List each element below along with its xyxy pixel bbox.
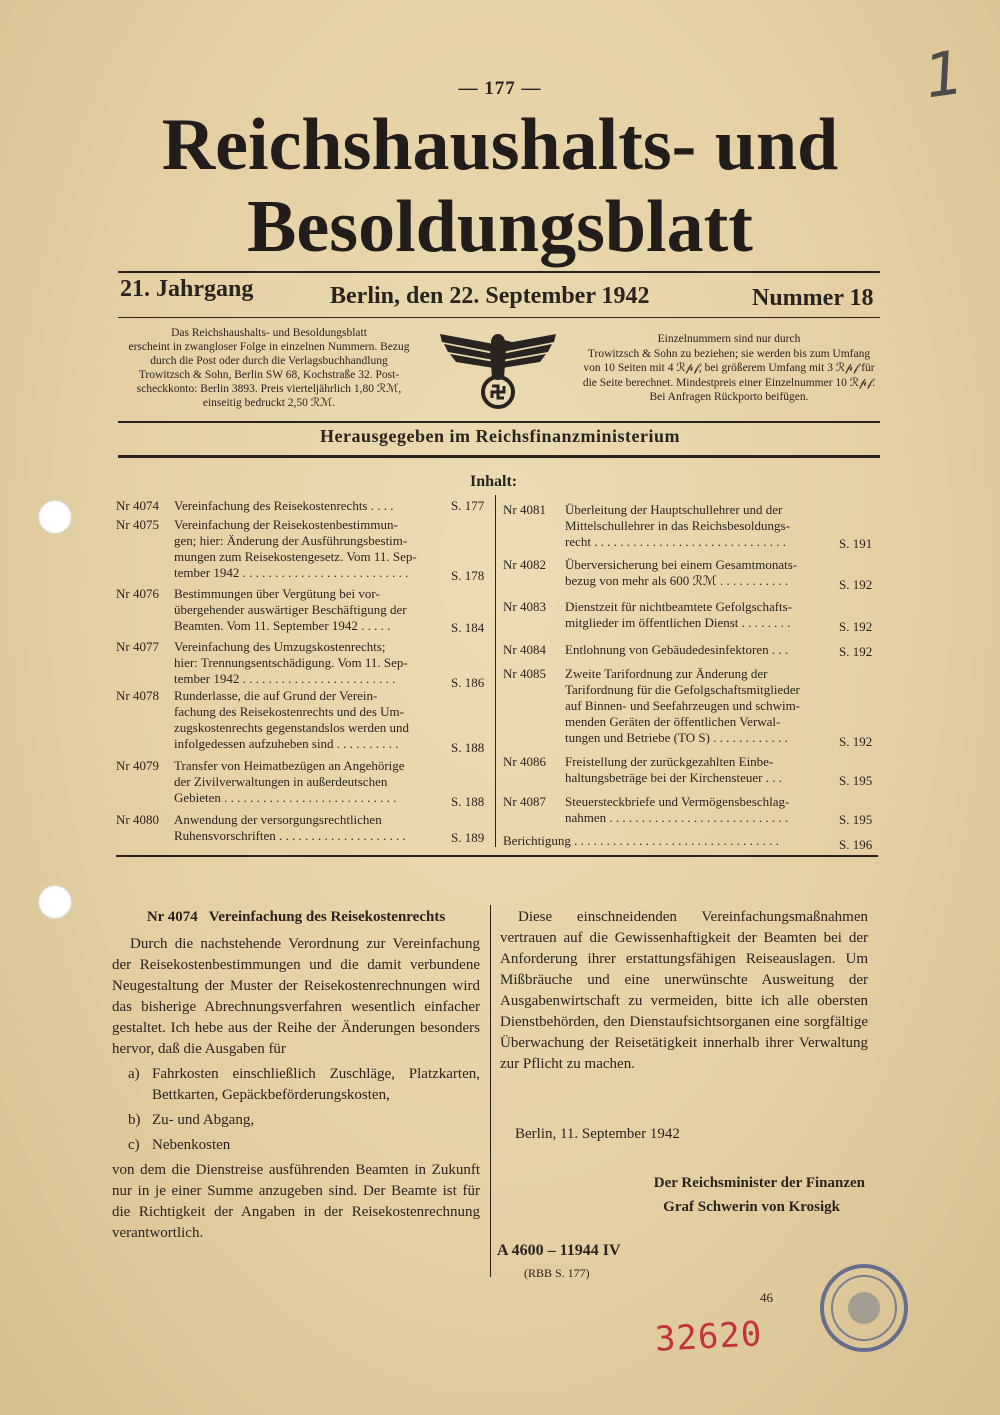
notice-line: Trowitzsch & Sohn, Berlin SW 68, Kochstraße 32. Post- [138, 369, 400, 381]
entry-page: S. 192 [839, 619, 873, 634]
entry-title: Runderlasse, die auf Grund der Verein- fachung des Reisekostenrechts und des Um- zugskostenrechts gegenstandslos werden und infolgedessen aufzuheben sind . . . . . . . . . . [174, 688, 410, 751]
reference-number: A 4600 – 11944 IV [497, 1242, 621, 1259]
entry-number: Nr 4076 [116, 586, 159, 601]
entry-page: S. 188 [451, 740, 485, 755]
masthead-title-line1: Reichshaushalts- und [161, 104, 839, 186]
notice-line: die Seite berechnet. Mindestpreis einer Einzelnummer 10 ℛ𝓅𝒻. [582, 376, 876, 389]
issue-date: Berlin, den 22. September 1942 [330, 283, 650, 309]
list-item [128, 1064, 480, 1106]
page-number: — 177 — [458, 78, 542, 99]
entry-page: S. 192 [839, 734, 873, 749]
contents-left-column [116, 498, 488, 850]
entry-page: S. 178 [451, 568, 485, 583]
notice-line: Einzelnummern sind nur durch [657, 333, 801, 345]
article-intro: Durch die nachstehende Verordnung zur Vereinfachung der Reisekostenbestimmungen und die damit verbundene Neugestaltung der Muster der Reisekostenrechnungen wird das bisherige Abrechnungsverfahren wesentlich einfacher gestaltet. Ich hebe aus der Reihe der Änderungen besonders hervor, daß die Ausgaben für [112, 936, 480, 1057]
publisher-line: Herausgegeben im Reichsfinanzministerium [320, 426, 680, 446]
entry-title: Zweite Tarifordnung zur Änderung der Tarifordnung für die Gefolgschaftsmitglieder auf Binnen- und Seefahrzeugen und schwim- menden Geräten der öffentlichen Verwal- tungen und Betriebe (TO S) . . . . . . . . . . . . [565, 666, 801, 745]
article-list [112, 1064, 480, 1156]
entry-number: Nr 4074 [116, 498, 159, 513]
entry-number: Nr 4084 [503, 642, 546, 657]
inventory-stamp-number: 32620 [654, 1314, 764, 1360]
entry-number: Nr 4086 [503, 754, 546, 769]
folio-number: 46 [760, 1290, 773, 1305]
list-item-text: Nebenkosten [152, 1137, 231, 1153]
entry-number: Nr 4079 [116, 758, 159, 773]
article-right-text: Diese einschneidenden Vereinfachungsmaßnahmen vertrauen auf die Gewissenhaftigkeit der Beamten bei der Anforderung ihrer erstattungsfähigen Reiseauslagen. Um Mißbräuche und eine unerwünschte Ausweitung der Ausgabenwirtschaft zu vermeiden, bitte ich alle obersten Dienstbehörden, den Dienstaufsichtsorganen eine sorgfältige Überwachung der Reisetätigkeit innerhalb ihrer Verwaltung zur Pflicht zu machen. [500, 909, 868, 1072]
entry-title: Anwendung der versorgungsrechtlichen Ruhensvorschriften . . . . . . . . . . . . . . . . . . . . [174, 812, 406, 843]
entry-title: Berichtigung . . . . . . . . . . . . . . . . . . . . . . . . . . . . . . . . [503, 833, 779, 848]
notice-line: von 10 Seiten mit 4 ℛ𝓅𝒻, bei größerem Umfang mit 3 ℛ𝓅𝒻 für [583, 362, 875, 374]
contents-right-column [503, 502, 878, 854]
article-number: Nr 4074 [146, 909, 198, 925]
publisher-rule-top [118, 421, 880, 423]
entry-page: S. 191 [839, 536, 873, 551]
list-item-text: Zu- und Abgang, [152, 1112, 255, 1128]
entry-title: Entlohnung von Gebäudedesinfektoren . . . [565, 642, 789, 657]
entry-number: Nr 4077 [116, 639, 159, 654]
article-date-line: Berlin, 11. September 1942 [515, 1126, 680, 1142]
article-closing: von dem die Dienstreise ausführenden Beamten in Zukunft nur in je einer Summe anzugeben sind. Der Beamte ist für die Richtigkeit der Angaben in der Reisekostenrechnung verantwortlich. [112, 1162, 480, 1241]
notice-line: Bei Anfragen Rückporto beifügen. [649, 391, 809, 403]
article-left-column [112, 907, 480, 1244]
entry-title: Freistellung der zurückgezahlten Einbe- haltungsbeträge bei der Kirchensteuer . . . [565, 754, 782, 785]
notice-line: durch die Post oder durch die Verlagsbuchhandlung [150, 355, 388, 367]
entry-number: Nr 4080 [116, 812, 159, 827]
notice-line: einseitig bedruckt 2,50 ℛℳ. [202, 397, 336, 409]
entry-number: Nr 4081 [503, 502, 546, 517]
contents-rule-bottom [116, 855, 878, 857]
jahrgang: 21. Jahrgang [120, 276, 254, 302]
eagle-emblem-icon [438, 322, 558, 414]
entry-page: S. 192 [839, 577, 873, 592]
entry-number: Nr 4078 [116, 688, 159, 703]
entry-number: Nr 4082 [503, 557, 546, 572]
reference-note: (RBB S. 177) [524, 1266, 590, 1280]
entry-title: Bestimmungen über Vergütung bei vor- übergehender auswärtiger Beschäftigung der Beamten. Vom 11. September 1942 . . . . . [174, 586, 407, 633]
entry-title: Vereinfachung des Reisekostenrechts . . . . [174, 498, 394, 513]
header-rule-mid [118, 317, 880, 318]
entry-title: Steuersteckbriefe und Vermögensbeschlag- nahmen . . . . . . . . . . . . . . . . . . . . . . . . . . . . [565, 794, 790, 825]
entry-title: Vereinfachung der Reisekostenbestimmun- gen; hier: Änderung der Ausführungsbestim- mungen zum Reisekostengesetz. Vom 11. Sep- tember 1942 . . . . . . . . . . . . . . . . . . . . . . . . . . [174, 517, 417, 580]
subscription-notice [118, 326, 420, 410]
entry-title: Dienstzeit für nichtbeamtete Gefolgschafts- mitglieder im öffentlichen Dienst . . . . . . . . [565, 599, 793, 630]
article-column-divider [490, 905, 491, 1277]
entry-title: Überleitung der Hauptschullehrer und der Mittelschullehrer in das Reichsbesoldungs- recht . . . . . . . . . . . . . . . . . . . . . . . . . . . . . . [565, 502, 790, 549]
article-heading [112, 907, 480, 928]
entry-title: Vereinfachung des Umzugskostenrechts; hier: Trennungsentschädigung. Vom 11. Sep- tember 1942 . . . . . . . . . . . . . . . . . . . . . . . . [174, 639, 408, 686]
list-item-label: a) [128, 1066, 140, 1082]
handwritten-mark: 1 [920, 37, 968, 113]
punch-hole [38, 885, 72, 919]
notice-line: erscheint in zwangloser Folge in einzelnen Nummern. Bezug [128, 341, 410, 353]
entry-title: Überversicherung bei einem Gesamtmonats- bezug von mehr als 600 ℛℳ . . . . . . . . . . . [565, 557, 798, 588]
publisher-rule-bottom [118, 455, 880, 458]
list-item-label: b) [128, 1112, 141, 1128]
list-item-label: c) [128, 1137, 140, 1153]
article-right-column [500, 907, 868, 1075]
notice-line: Trowitzsch & Sohn zu beziehen; sie werden bis zum Umfang [587, 347, 871, 360]
signature-title: Der Reichsminister der Finanzen [653, 1175, 865, 1191]
signature-name: Graf Schwerin von Krosigk [663, 1199, 840, 1215]
entry-page: S. 186 [451, 675, 485, 690]
entry-page: S. 195 [839, 773, 873, 788]
punch-hole [38, 500, 72, 534]
header-rule-top [118, 271, 880, 273]
contents-label: Inhalt: [470, 473, 518, 490]
entry-page: S. 192 [839, 644, 873, 659]
notice-line: Das Reichshaushalts- und Besoldungsblatt [171, 327, 367, 339]
single-issue-notice [578, 332, 880, 405]
entry-page: S. 177 [451, 498, 485, 513]
entry-number: Nr 4075 [116, 517, 159, 532]
entry-page: S. 196 [839, 837, 873, 852]
entry-page: S. 184 [451, 620, 485, 635]
contents-column-divider [495, 495, 496, 847]
entry-page: S. 189 [451, 830, 485, 845]
list-item [128, 1135, 480, 1156]
entry-title: Transfer von Heimatbezügen an Angehörige der Zivilverwaltungen in außerdeutschen Gebieten . . . . . . . . . . . . . . . . . . . . . . . . . . . [174, 758, 405, 805]
entry-page: S. 195 [839, 812, 873, 827]
entry-number: Nr 4083 [503, 599, 546, 614]
masthead-title-line2: Besoldungsblatt [247, 186, 753, 268]
library-stamp-icon [818, 1262, 910, 1354]
entry-page: S. 188 [451, 794, 485, 809]
list-item-text: Fahrkosten einschließlich Zuschläge, Platzkarten, Bettkarten, Gepäckbeförderungskosten, [152, 1066, 480, 1103]
list-item [128, 1110, 480, 1131]
article-title: Vereinfachung des Reisekostenrechts [208, 909, 446, 925]
notice-line: scheckkonto: Berlin 3893. Preis vierteljährlich 1,80 ℛℳ, [136, 383, 402, 395]
issue-number: Nummer 18 [752, 285, 874, 311]
entry-number: Nr 4087 [503, 794, 546, 809]
entry-number: Nr 4085 [503, 666, 546, 681]
